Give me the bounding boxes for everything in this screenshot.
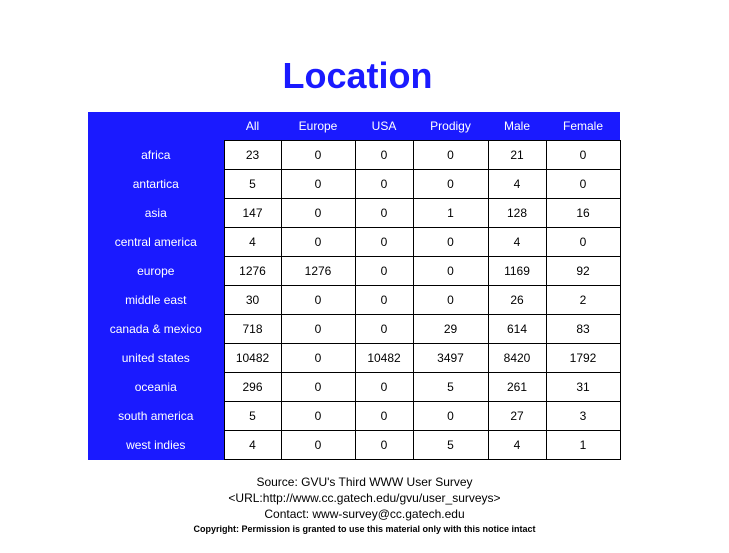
table-row	[88, 199, 620, 228]
column-header: Prodigy	[413, 112, 488, 141]
column-header: All	[224, 112, 281, 141]
table-cell: 23	[224, 141, 281, 170]
table-cell: 10482	[355, 344, 413, 373]
table-cell: 4	[224, 228, 281, 257]
row-label: central america	[88, 228, 224, 257]
table-cell: 128	[488, 199, 546, 228]
table-cell: 3	[546, 402, 620, 431]
row-label: oceania	[88, 373, 224, 402]
header-row	[88, 112, 620, 141]
table-row	[88, 257, 620, 286]
table-cell: 718	[224, 315, 281, 344]
table-cell: 0	[355, 199, 413, 228]
url-line: <URL:http://www.cc.gatech.edu/gvu/user_surveys>	[228, 491, 501, 505]
table-cell: 26	[488, 286, 546, 315]
table-cell: 31	[546, 373, 620, 402]
table-cell: 5	[413, 431, 488, 460]
source-line: Source: GVU's Third WWW User Survey	[256, 475, 473, 489]
table-row	[88, 170, 620, 199]
row-label: africa	[88, 141, 224, 170]
table-cell: 21	[488, 141, 546, 170]
table-cell: 0	[413, 402, 488, 431]
table-cell: 0	[355, 257, 413, 286]
table-cell: 30	[224, 286, 281, 315]
table-cell: 0	[413, 257, 488, 286]
table-row	[88, 373, 620, 402]
table-cell: 10482	[224, 344, 281, 373]
contact-line: Contact: www-survey@cc.gatech.edu	[264, 507, 465, 521]
table-cell: 261	[488, 373, 546, 402]
table-cell: 5	[224, 170, 281, 199]
table-cell: 0	[546, 228, 620, 257]
table-cell: 4	[488, 431, 546, 460]
row-label: middle east	[88, 286, 224, 315]
table-row	[88, 344, 620, 373]
table-cell: 0	[355, 373, 413, 402]
table-cell: 2	[546, 286, 620, 315]
table-cell: 0	[413, 228, 488, 257]
table-cell: 27	[488, 402, 546, 431]
row-label: antartica	[88, 170, 224, 199]
table-cell: 0	[281, 228, 355, 257]
table-row	[88, 315, 620, 344]
table-row	[88, 402, 620, 431]
table-cell: 0	[281, 199, 355, 228]
table-cell: 1169	[488, 257, 546, 286]
corner-cell	[88, 112, 224, 141]
row-label: south america	[88, 402, 224, 431]
column-header: USA	[355, 112, 413, 141]
table-cell: 614	[488, 315, 546, 344]
table-row	[88, 431, 620, 460]
table-cell: 0	[413, 170, 488, 199]
table-cell: 0	[355, 170, 413, 199]
table-cell: 0	[546, 141, 620, 170]
table-cell: 4	[488, 170, 546, 199]
table-cell: 1	[546, 431, 620, 460]
table-cell: 1276	[281, 257, 355, 286]
table-cell: 0	[281, 402, 355, 431]
table-cell: 4	[488, 228, 546, 257]
table-cell: 92	[546, 257, 620, 286]
table-cell: 0	[413, 141, 488, 170]
table-cell: 0	[355, 402, 413, 431]
table-cell: 0	[355, 141, 413, 170]
table-row	[88, 141, 620, 170]
column-header: Male	[488, 112, 546, 141]
table-cell: 0	[355, 315, 413, 344]
table-row	[88, 228, 620, 257]
table-cell: 3497	[413, 344, 488, 373]
table-cell: 1276	[224, 257, 281, 286]
copyright-line: Copyright: Permission is granted to use this material only with this notice intact	[193, 524, 536, 534]
table-cell: 0	[281, 344, 355, 373]
table-cell: 5	[224, 402, 281, 431]
row-label: west indies	[88, 431, 224, 460]
table-cell: 83	[546, 315, 620, 344]
table-cell: 0	[546, 170, 620, 199]
table-cell: 0	[281, 431, 355, 460]
table-cell: 0	[355, 431, 413, 460]
table-cell: 0	[281, 315, 355, 344]
table-cell: 0	[355, 228, 413, 257]
row-label: canada & mexico	[88, 315, 224, 344]
table-cell: 1792	[546, 344, 620, 373]
table-cell: 0	[281, 170, 355, 199]
table-cell: 296	[224, 373, 281, 402]
table-cell: 4	[224, 431, 281, 460]
location-table	[88, 112, 621, 460]
table-cell: 0	[281, 286, 355, 315]
table-cell: 147	[224, 199, 281, 228]
row-label: asia	[88, 199, 224, 228]
table-cell: 1	[413, 199, 488, 228]
table-cell: 0	[281, 141, 355, 170]
table-cell: 29	[413, 315, 488, 344]
row-label: united states	[88, 344, 224, 373]
table-cell: 0	[355, 286, 413, 315]
table-row	[88, 286, 620, 315]
column-header: Female	[546, 112, 620, 141]
table-cell: 5	[413, 373, 488, 402]
table-cell: 16	[546, 199, 620, 228]
table-cell: 8420	[488, 344, 546, 373]
row-label: europe	[88, 257, 224, 286]
table-cell: 0	[413, 286, 488, 315]
chart-title: Location	[282, 55, 433, 96]
column-header: Europe	[281, 112, 355, 141]
table-body	[88, 141, 620, 460]
table-cell: 0	[281, 373, 355, 402]
